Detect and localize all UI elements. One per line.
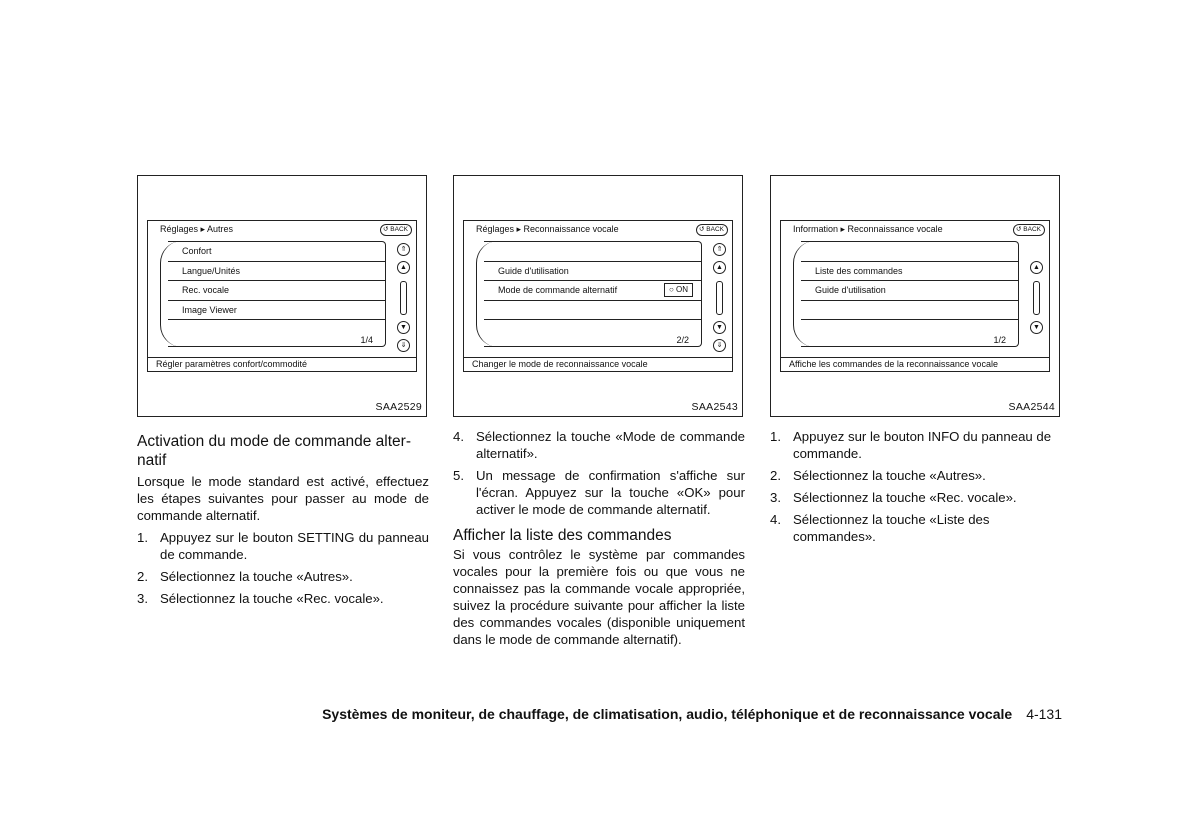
menu-item: Liste des commandes (801, 262, 1018, 282)
body-paragraph: Si vous contrôlez le système par commandes vocales pour la première fois ou que vous ne connaissez pas la commande vocale appropriée, suivez la procédure suivante pour afficher la liste des commandes vocales (disponible uniquement dans le mode de commande alternatif). (453, 547, 745, 647)
list-item: 1. Appuyez sur le bouton INFO du panneau de commande. (770, 429, 1052, 461)
menu-item (484, 242, 701, 262)
double-up-icon: ⇑ (397, 243, 410, 256)
menu-list (801, 241, 1019, 347)
screen-header: Information ▸ Reconnaissance vocale (793, 224, 943, 234)
scroll-bar (716, 281, 723, 315)
double-up-icon: ⇑ (713, 243, 726, 256)
page-number: 4-131 (1026, 706, 1062, 722)
figure-saa2543 (453, 175, 743, 417)
menu-item: Guide d'utilisation (484, 262, 701, 282)
up-icon: ▲ (713, 261, 726, 274)
page-footer (250, 706, 1062, 722)
display-screen (463, 220, 733, 372)
column-1 (137, 432, 429, 607)
list-item: 3. Sélectionnez la touche «Rec. vocale». (770, 490, 1017, 505)
menu-list (168, 241, 386, 347)
screen-header: Réglages ▸ Reconnaissance vocale (476, 224, 619, 234)
status-bar: Régler paramètres confort/commodité (148, 357, 416, 371)
down-icon: ▼ (1030, 321, 1043, 334)
figure-saa2529 (137, 175, 427, 417)
status-bar: Changer le mode de reconnaissance vocale (464, 357, 732, 371)
up-icon: ▲ (397, 261, 410, 274)
column-2 (453, 428, 745, 648)
figure-code: SAA2529 (375, 401, 422, 413)
menu-item (484, 281, 701, 301)
menu-item: Confort (168, 242, 385, 262)
intro-paragraph: Lorsque le mode standard est activé, effectuez les étapes suivantes pour passer au mode de commande alternatif. (137, 474, 429, 523)
display-screen (780, 220, 1050, 372)
menu-item (484, 301, 701, 321)
figure-code: SAA2543 (691, 401, 738, 413)
list-item: 4. Sélectionnez la touche «Mode de commande alternatif». (453, 429, 745, 461)
menu-item-label: Mode de commande alternatif (498, 285, 618, 295)
page-indicator: 2/2 (676, 335, 689, 345)
page-indicator: 1/2 (993, 335, 1006, 345)
menu-item: Image Viewer (168, 301, 385, 321)
page-indicator: 1/4 (360, 335, 373, 345)
menu-list (484, 241, 702, 347)
list-item: 2. Sélectionnez la touche «Autres». (770, 468, 986, 483)
down-icon: ▼ (713, 321, 726, 334)
menu-item (801, 320, 1018, 340)
menu-item: Rec. vocale (168, 281, 385, 301)
status-bar: Affiche les commandes de la reconnaissance vocale (781, 357, 1049, 371)
double-down-icon: ⇓ (397, 339, 410, 352)
menu-item (801, 242, 1018, 262)
menu-item: Langue/Unités (168, 262, 385, 282)
list-item: 4. Sélectionnez la touche «Liste des commandes». (770, 512, 990, 544)
toggle-on-indicator: ○ ON (664, 283, 693, 297)
scroll-bar (1033, 281, 1040, 315)
back-button: ↺ BACK (380, 224, 412, 236)
menu-item (801, 301, 1018, 321)
section-heading: Afficher la liste des commandes (453, 527, 672, 544)
section-heading: Activation du mode de commande alter- natif (137, 433, 411, 469)
list-item: 2. Sélectionnez la touche «Autres». (137, 569, 353, 584)
up-icon: ▲ (1030, 261, 1043, 274)
menu-item (168, 320, 385, 340)
screen-header: Réglages ▸ Autres (160, 224, 234, 234)
scroll-bar (400, 281, 407, 315)
back-button: ↺ BACK (696, 224, 728, 236)
down-icon: ▼ (397, 321, 410, 334)
list-item: 3. Sélectionnez la touche «Rec. vocale». (137, 591, 384, 606)
list-item: 5. Un message de confirmation s'affiche sur l'écran. Appuyez sur la touche «OK» pour activer le mode de commande alternatif. (453, 468, 745, 517)
menu-item: Guide d'utilisation (801, 281, 1018, 301)
footer-title: Systèmes de moniteur, de chauffage, de climatisation, audio, téléphonique et de reconnaissance vocale (322, 706, 1013, 722)
back-button: ↺ BACK (1013, 224, 1045, 236)
figure-saa2544 (770, 175, 1060, 417)
menu-item (484, 320, 701, 340)
figure-code: SAA2544 (1008, 401, 1055, 413)
double-down-icon: ⇓ (713, 339, 726, 352)
list-item: 1. Appuyez sur le bouton SETTING du panneau de commande. (137, 530, 429, 562)
column-3 (770, 428, 1062, 545)
display-screen (147, 220, 417, 372)
